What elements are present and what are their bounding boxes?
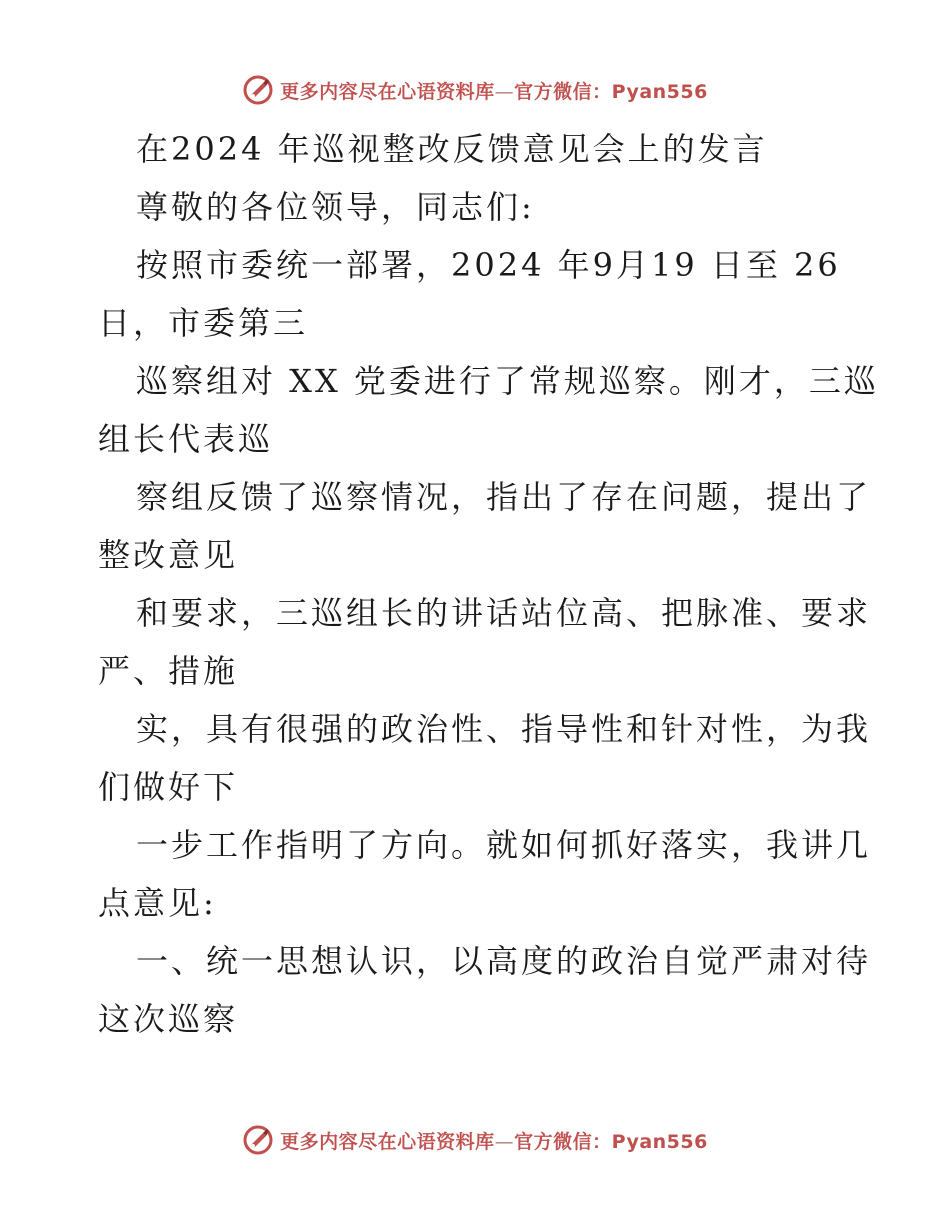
watermark-footer [0,1120,950,1160]
watermark-text: 更多内容尽在心语资料库—官方微信：Pyan556 [280,80,708,103]
text-line: 一、统一思想认识，以高度的政治自觉严肃对待 [136,942,872,980]
text-line: 日，市委第三 [98,304,309,342]
text-line: 们做好下 [98,768,239,806]
logo-icon [242,74,274,106]
logo-icon [242,1124,274,1156]
text-line: 察组反馈了巡察情况，指出了存在问题，提出了 [136,478,872,516]
text-line: 尊敬的各位领导，同志们: [136,188,535,226]
text-line: 一步工作指明了方向。就如何抓好落实，我讲几 [136,826,872,864]
watermark-header [0,70,950,110]
text-line: 实，具有很强的政治性、指导性和针对性，为我 [136,710,872,748]
text-line: 整改意见 [98,536,239,574]
text-line: 这次巡察 [98,1000,239,1038]
text-line: 巡察组对 XX 党委进行了常规巡察。刚才，三巡 [136,362,879,400]
document-body [98,120,879,1048]
text-line: 和要求，三巡组长的讲话站位高、把脉准、要求 [136,594,872,632]
text-line: 组长代表巡 [98,420,274,458]
text-line: 按照市委统一部署，2024 年9月19 日至 26 [136,246,841,284]
text-line: 在2024 年巡视整改反馈意见会上的发言 [136,130,768,168]
watermark-text: 更多内容尽在心语资料库—官方微信：Pyan556 [280,1130,708,1153]
text-line: 严、措施 [98,652,239,690]
text-line: 点意见: [98,884,217,922]
